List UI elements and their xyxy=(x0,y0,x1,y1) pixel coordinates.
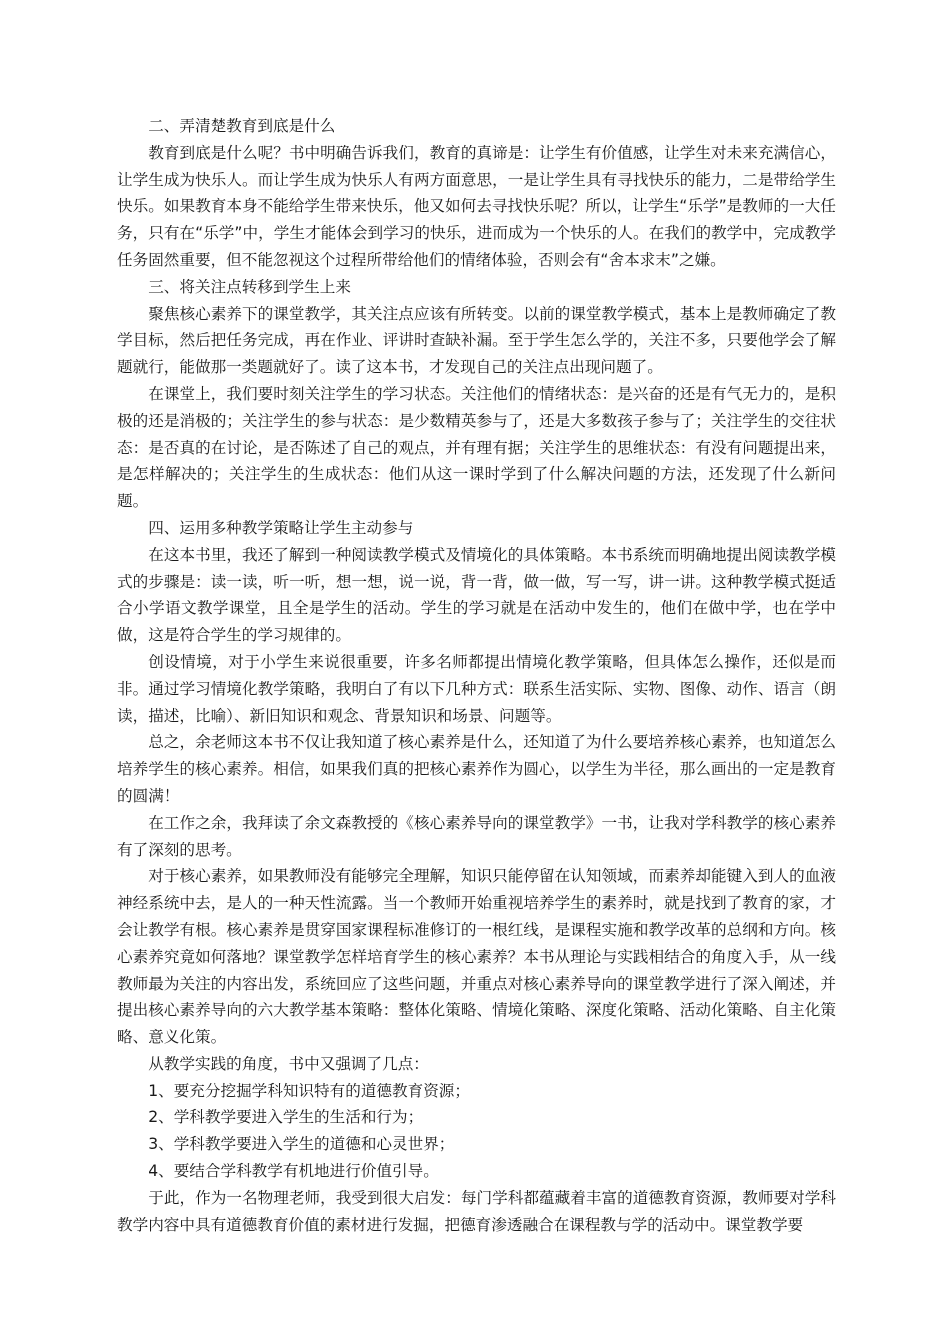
section-heading-2: 二、弄清楚教育到底是什么 xyxy=(148,117,336,135)
section-heading-4: 四、运用多种教学策略让学生主动参与 xyxy=(148,518,414,537)
paragraph: 对于核心素养，如果教师没有能够完全理解，知识只能停留在认知领域，而素养却能键入到人的血液神经系统中去，是人的一种天性流露。当一个教师开始重视培养学生的素养时，就是找到了教育的家，才会让教学有根。核心素养是贯穿国家课程标准修订的一根红线，是课程实施和教学改革的总纲和方向。核心素养究竟如何落地？课堂教学怎样培育学生的核心素养？本书从理论与实践相结合的角度入手，从一线教师最为关注的内容出发，系统回应了这些问题，并重点对核心素养导向的课堂教学进行了深入阐述，并提出核心素养导向的六大教学基本策略：整体化策略、情境化策略、深度化策略、活动化策略、自主化策略、意义化策。 xyxy=(117,867,836,1047)
list-item: 3、学科教学要进入学生的道德和心灵世界； xyxy=(148,1135,455,1154)
paragraph: 聚焦核心素养下的课堂教学，其关注点应该有所转变。以前的课堂教学模式，基本上是教师确定了教学目标，然后把任务完成，再在作业、评讲时查缺补漏。至于学生怎么学的，关注不多，只要他学会了解题就行，能做那一类题就好了。读了这本书，才发现自己的关注点出现问题了。 xyxy=(117,304,836,377)
paragraph: 在工作之余，我拜读了余文森教授的《核心素养导向的课堂教学》一书，让我对学科教学的核心素养有了深刻的思考。 xyxy=(117,813,836,859)
paragraph: 于此，作为一名物理老师，我受到很大启发：每门学科都蕴藏着丰富的道德教育资源，教师要对学科教学内容中具有道德教育价值的素材进行发掘，把德育渗透融合在课程教与学的活动中。课堂教学要 xyxy=(117,1188,836,1234)
paragraph: 教育到底是什么呢？书中明确告诉我们，教育的真谛是：让学生有价值感，让学生对未来充满信心，让学生成为快乐人。而让学生成为快乐人有两方面意思，一是让学生具有寻找快乐的能力，二是带给学生快乐。如果教育本身不能给学生带来快乐，他又如何去寻找快乐呢？所以，让学生“乐学”是教师的一大任务，只有在“乐学”中，学生才能体会到学习的快乐，进而成为一个快乐的人。在我们的教学中，完成教学任务固然重要，但不能忽视这个过程所带给他们的情绪体验，否则会有“舍本求末”之嫌。 xyxy=(117,143,836,269)
paragraph: 在这本书里，我还了解到一种阅读教学模式及情境化的具体策略。本书系统而明确地提出阅读教学模式的步骤是：读一读，听一听，想一想，说一说，背一背，做一做，写一写，讲一讲。这种教学模式挺适合小学语文教学课堂，且全是学生的活动。学生的学习就是在活动中发生的，他们在做中学，也在学中做，这是符合学生的学习规律的。 xyxy=(117,545,836,645)
section-heading-3: 三、将关注点转移到学生上来 xyxy=(148,277,351,296)
list-item: 1、要充分挖掘学科知识特有的道德教育资源； xyxy=(148,1081,470,1100)
paragraph: 总之，余老师这本书不仅让我知道了核心素养是什么，还知道了为什么要培养核心素养，也知道怎么培养学生的核心素养。相信，如果我们真的把核心素养作为圆心，以学生为半径，那么画出的一定是教育的圆满！ xyxy=(117,733,836,805)
paragraph: 从教学实践的角度，书中又强调了几点： xyxy=(148,1054,429,1073)
paragraph: 创设情境，对于小学生来说很重要，许多名师都提出情境化教学策略，但具体怎么操作，还似是而非。通过学习情境化教学策略，我明白了有以下几种方式：联系生活实际、实物、图像、动作、语言（朗读，描述，比喻）、新旧知识和观念、背景知识和场景、问题等。 xyxy=(117,652,836,725)
paragraph: 在课堂上，我们要时刻关注学生的学习状态。关注他们的情绪状态：是兴奋的还是有气无力的，是积极的还是消极的；关注学生的参与状态：是少数精英参与了，还是大多数孩子参与了；关注学生的交往状态：是否真的在讨论，是否陈述了自己的观点，并有理有据；关注学生的思维状态：有没有问题提出来，是怎样解决的；关注学生的生成状态：他们从这一课时学到了什么解决问题的方法，还发现了什么新问题。 xyxy=(117,384,836,511)
document-body xyxy=(117,113,836,1238)
list-item: 2、学科教学要进入学生的生活和行为； xyxy=(148,1108,424,1127)
list-item: 4、要结合学科教学有机地进行价值引导。 xyxy=(148,1162,439,1181)
